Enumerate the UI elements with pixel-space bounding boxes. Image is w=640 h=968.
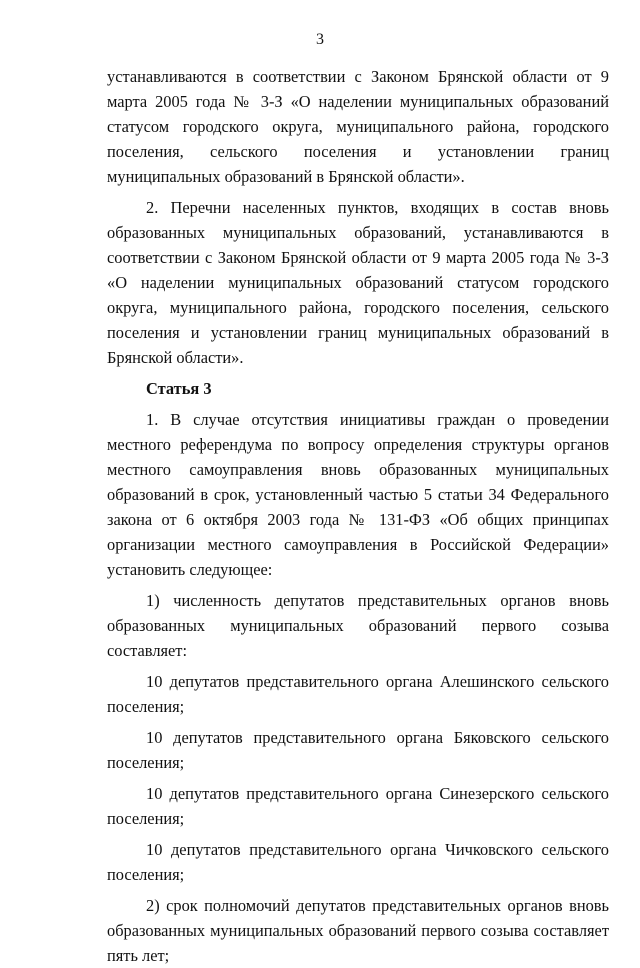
- paragraph-article3-item-1: 1. В случае отсутствия инициативы граждан о проведении местного референдума по вопросу определения структуры органов местного самоуправления вновь образованных муниципальных образований в срок, установленный частью 5 статьи 34 Федерального закона от 6 октября 2003 года № 131-ФЗ «Об общих принципах организации местного самоуправления в Российской Федерации» установить следующее:: [107, 410, 609, 579]
- paragraph-continuation: устанавливаются в соответствии с Законом Брянской области от 9 марта 2005 года № 3-З «О наделении муниципальных образований статусом городского округа, муниципального района, городского поселения, сельского поселения и установлении границ муниципальных образований в Брянской области».: [107, 67, 609, 186]
- article-heading: Статья 3: [146, 379, 212, 398]
- page-number: 3: [316, 31, 324, 48]
- document-body: [107, 64, 609, 968]
- paragraph-sinezerskoe: 10 депутатов представительного органа Синезерского сельского поселения;: [107, 784, 609, 828]
- paragraph-subitem-2: 2) срок полномочий депутатов представительных органов вновь образованных муниципальных образований первого созыва составляет пять лет;: [107, 896, 609, 965]
- paragraph-chichkovskoe: 10 депутатов представительного органа Чичковского сельского поселения;: [107, 840, 609, 884]
- paragraph-aleshinskoe: 10 депутатов представительного органа Алешинского сельского поселения;: [107, 672, 609, 716]
- paragraph-byakovskoe: 10 депутатов представительного органа Бяковского сельского поселения;: [107, 728, 609, 772]
- paragraph-subitem-1: 1) численность депутатов представительных органов вновь образованных муниципальных образований первого созыва составляет:: [107, 591, 609, 660]
- paragraph-item-2: 2. Перечни населенных пунктов, входящих в состав вновь образованных муниципальных образований, устанавливаются в соответствии с Законом Брянской области от 9 марта 2005 года № 3-З «О наделении муниципальных образований статусом городского округа, муниципального района, городского поселения, сельского поселения и установлении границ муниципальных образований в Брянской области».: [107, 198, 609, 367]
